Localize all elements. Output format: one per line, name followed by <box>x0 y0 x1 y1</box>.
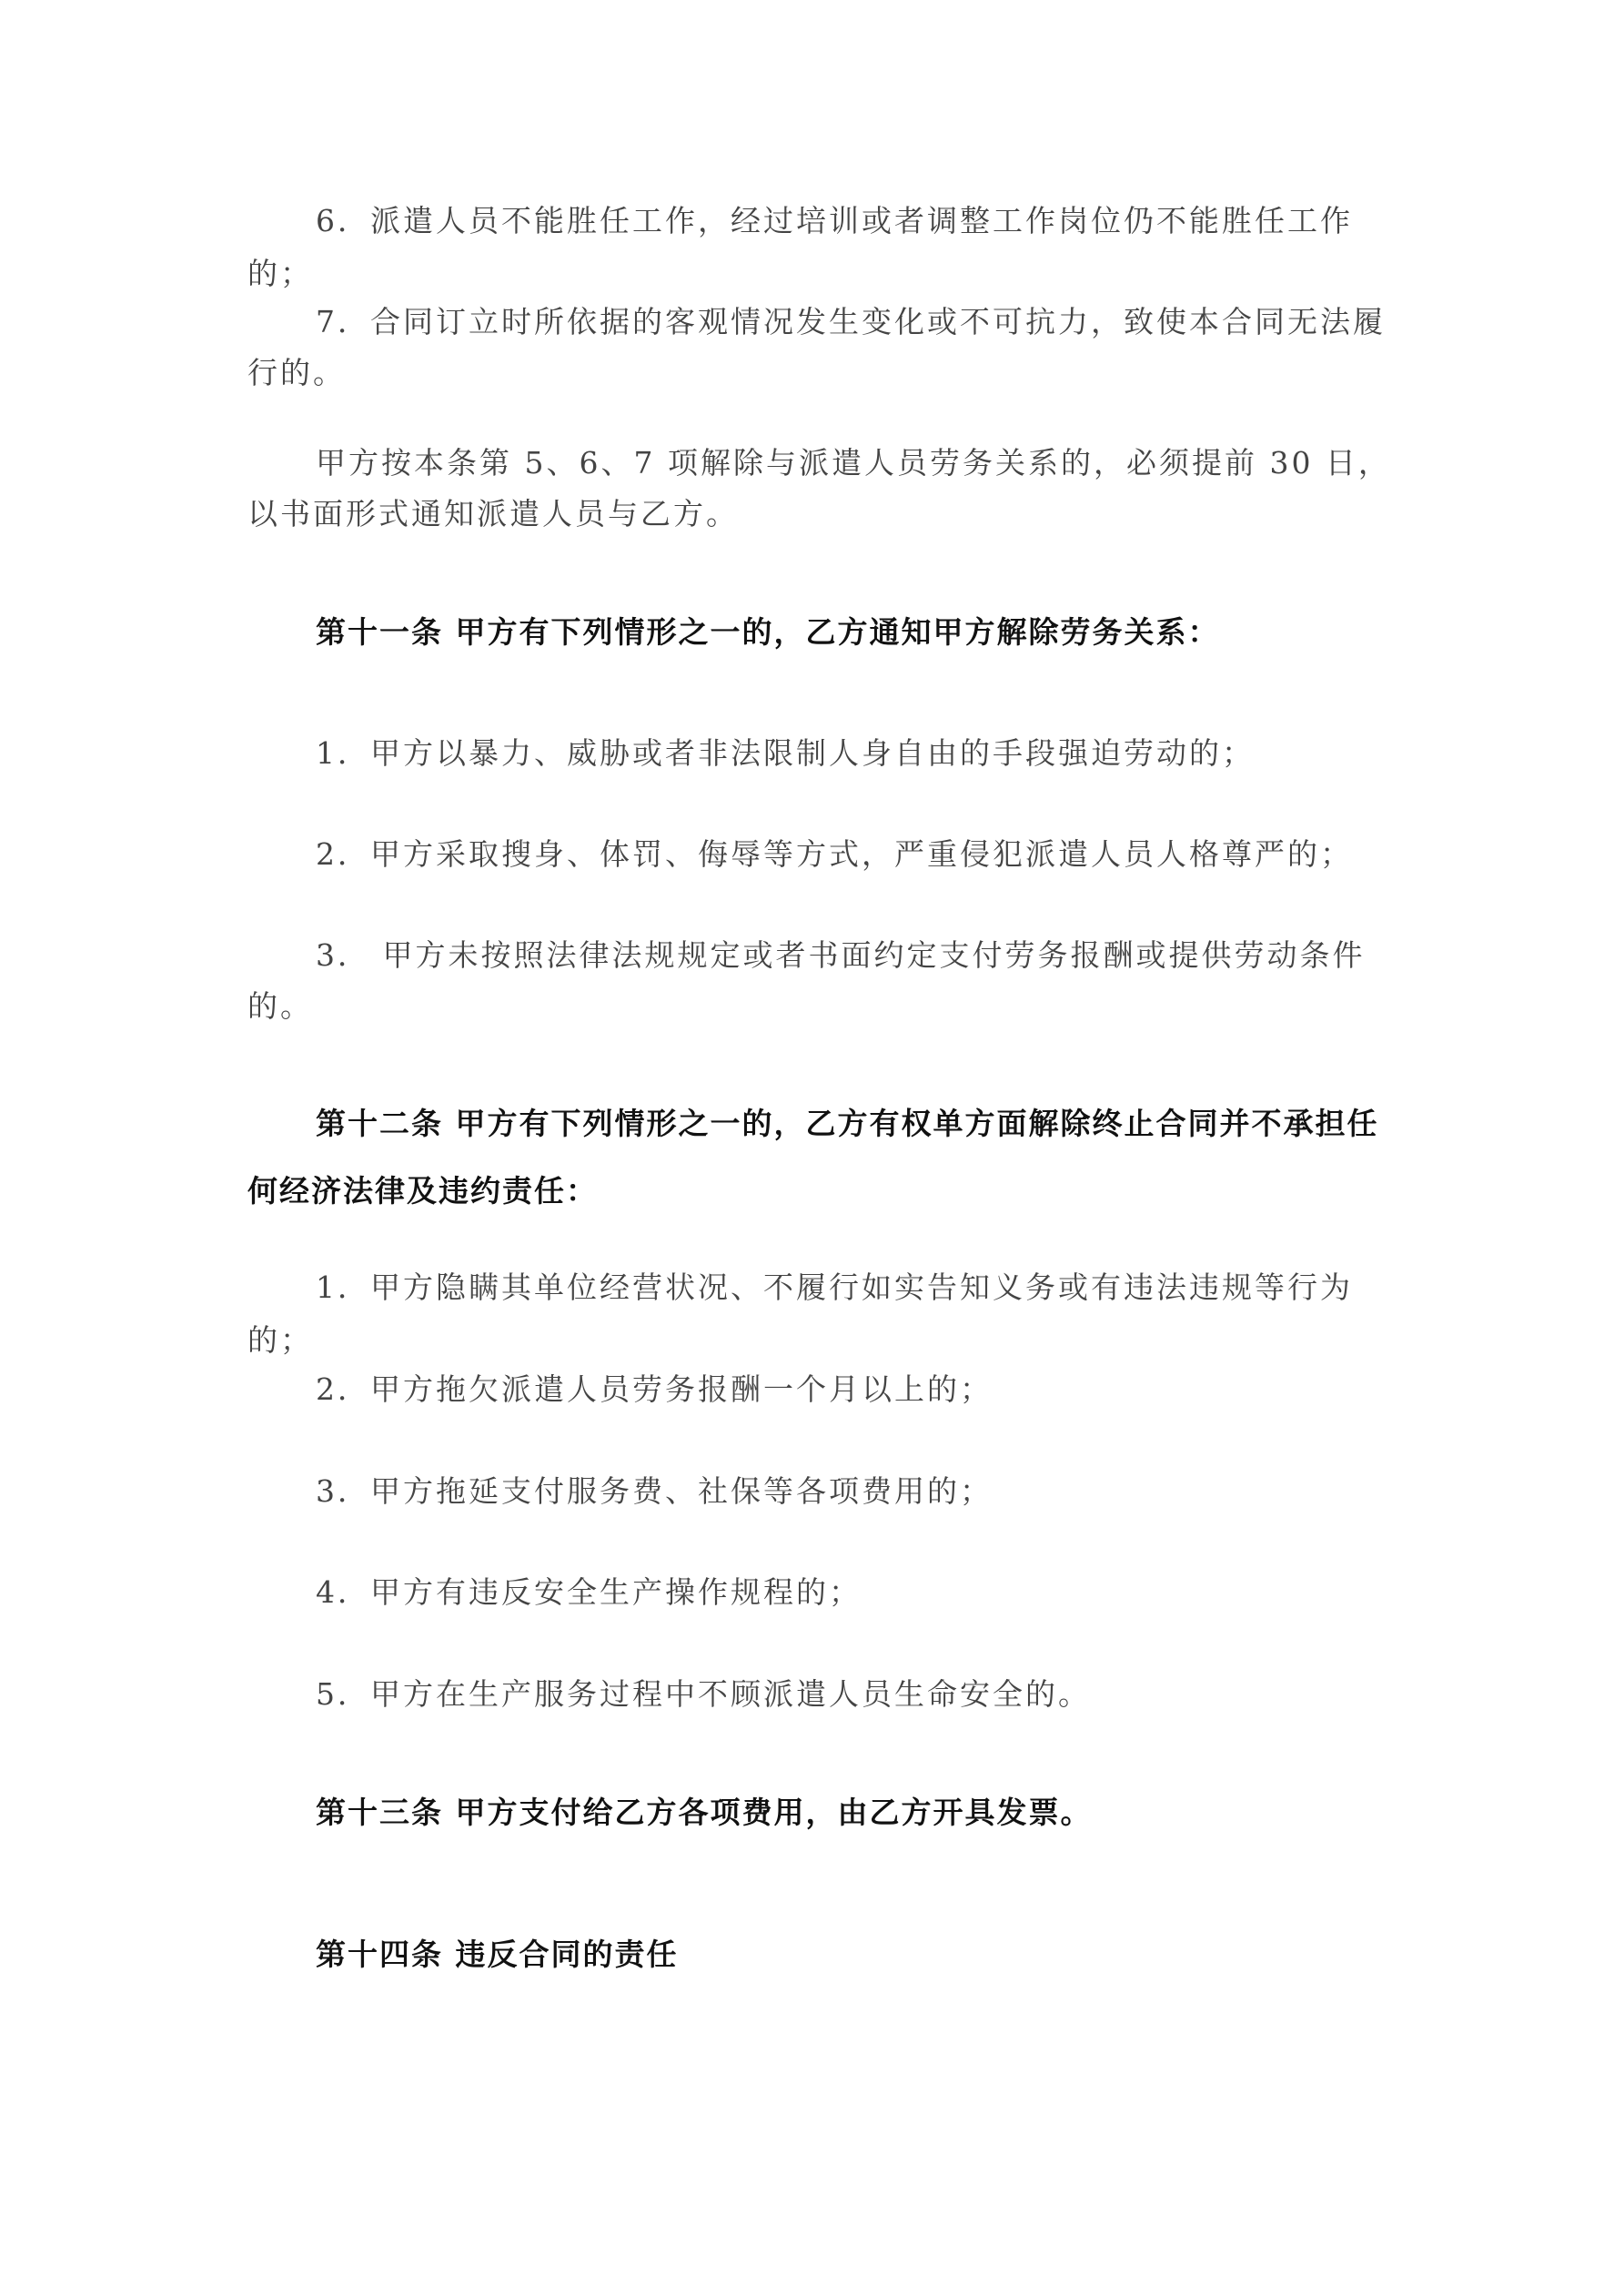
clause-14-heading: 第十四条 违反合同的责任 <box>316 1937 679 1972</box>
clause-11-item-1: 1．甲方以暴力、威胁或者非法限制人身自由的手段强迫劳动的； <box>316 735 1255 771</box>
clause-12-item-2: 2．甲方拖欠派遣人员劳务报酬一个月以上的； <box>316 1371 993 1407</box>
clause-12-item-5: 5．甲方在生产服务过程中不顾派遣人员生命安全的。 <box>316 1676 1091 1712</box>
clause-12-item-3: 3．甲方拖延支付服务费、社保等各项费用的； <box>316 1473 993 1509</box>
clause-11-heading: 第十一条 甲方有下列情形之一的，乙方通知甲方解除劳务关系： <box>316 614 1220 650</box>
clause-12-item-1: 1．甲方隐瞒其单位经营状况、不履行如实告知义务或有违法违规等行为的； <box>247 1269 1353 1358</box>
clause-13-heading: 第十三条 甲方支付给乙方各项费用，由乙方开具发票。 <box>316 1795 1093 1830</box>
clause-10-item-6: 6．派遣人员不能胜任工作，经过培训或者调整工作岗位仍不能胜任工作的； <box>247 203 1353 291</box>
clause-10-item-7: 7．合同订立时所依据的客观情况发生变化或不可抗力，致使本合同无法履行的。 <box>247 304 1386 390</box>
clause-11-item-3: 3． 甲方未按照法律法规规定或者书面约定支付劳务报酬或提供劳动条件的。 <box>247 937 1366 1024</box>
clause-11-item-2: 2．甲方采取搜身、体罚、侮辱等方式，严重侵犯派遣人员人格尊严的； <box>316 836 1353 872</box>
clause-12-item-4: 4．甲方有违反安全生产操作规程的； <box>316 1574 862 1610</box>
clause-12-heading: 第十二条 甲方有下列情形之一的，乙方有权单方面解除终止合同并不承担任何经济法律及违约责任： <box>247 1106 1379 1209</box>
clause-10-notice: 甲方按本条第 5、6、7 项解除与派遣人员劳务关系的，必须提前 30 日，以书面形式通知派遣人员与乙方。 <box>247 445 1391 531</box>
